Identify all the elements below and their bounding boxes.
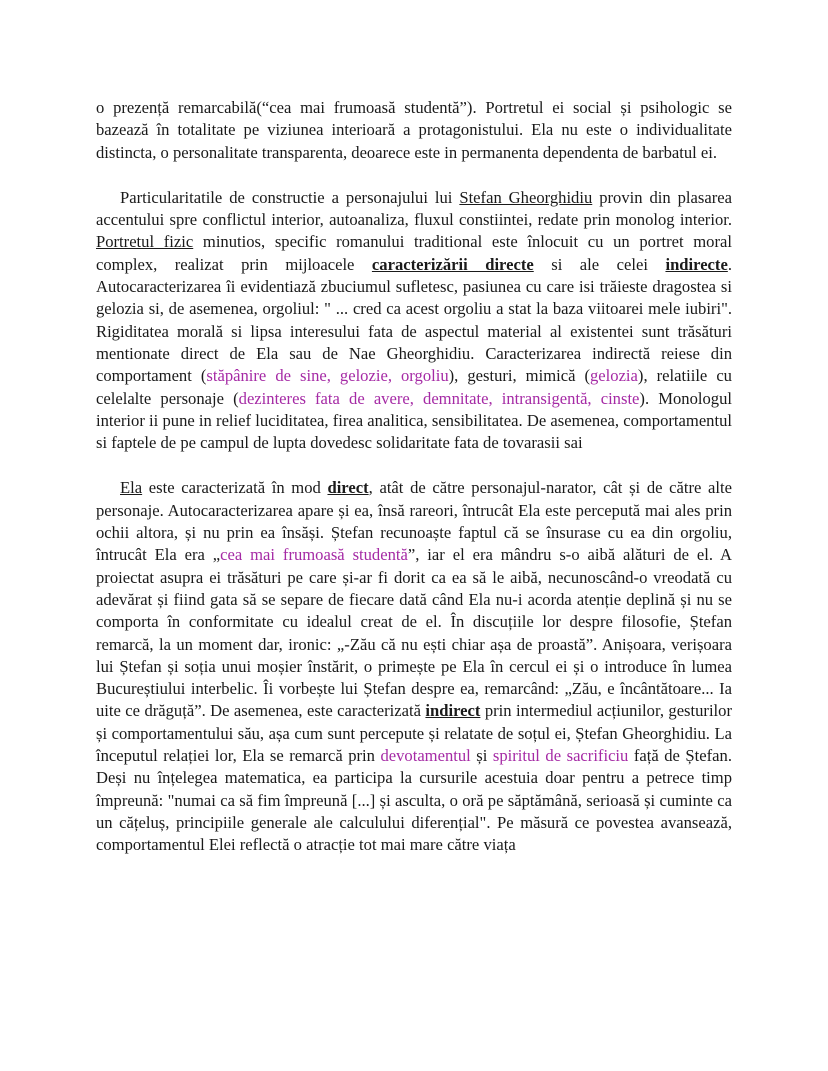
- text-segment: și: [470, 746, 493, 766]
- bold-underlined-term: direct: [327, 478, 369, 498]
- paragraph-ela-characterization: [96, 477, 732, 856]
- text-segment: . Autocaracterizarea îi evidentiază zbuciumul sufletesc, pasiunea cu care isi trăieste dragostea si gelozia si, de asemenea, orgoliul: " ... cred ca acest orgoliu a stat la baza viitoarei mele iubiri". Rigiditatea morală si lipsa interesului fata de aspectul material al existentei sunt trăsături mentionate direct de Ela sau de Nae Gheorghidiu. Caracterizarea indirectă reiese din comportament (: [96, 254, 732, 386]
- text-segment: ”, iar el era mândru s-o aibă alături de el. A proiectat asupra ei trăsături pe care și-ar fi dorit ca ea să le aibă, necunoscând-o vreodată cu adevărat și fiind gata să se separe de fiecare dată când Ela nu-i acorda atenție deplină și nu se comporta în conformitate cu idealul creat de el. În discuțiile lor despre filosofie, Ștefan remarcă, la un moment dar, ironic: „-Zău că nu ești chiar așa de proastă”. Anișoara, verișoara lui Ștefan și soția unui moșier înstărit, o primește pe Ela în cercul ei și o introduce în lumea Bucureștiului interbelic. Îi vorbește lui Ștefan despre ea, remarcând: „Zău, e încântătoare... Ia uite ce drăguță”. De asemenea, este caracterizată: [96, 545, 733, 721]
- bold-underlined-term: indirect: [425, 701, 481, 721]
- highlighted-phrase: spiritul de sacrificiu: [492, 746, 629, 766]
- paragraph-gap: [96, 454, 732, 477]
- text-segment: este caracterizată în mod: [142, 478, 328, 498]
- underlined-term: Portretul fizic: [96, 232, 194, 252]
- text-segment: ). Monologul interior ii pune in relief luciditatea, firea analitica, sensibilitatea. De asemenea, comportamentul si faptele de pe campul de lupta dovedesc solidaritate fata de tovarasii sai: [96, 388, 732, 453]
- bold-underlined-term: indirecte: [665, 254, 728, 274]
- underlined-term: Stefan Gheorghidiu: [459, 187, 593, 207]
- text-segment: ), relatiile cu celelalte personaje (: [96, 366, 732, 408]
- highlighted-phrase: cea mai frumoasă studentă: [220, 545, 408, 565]
- highlighted-phrase: stăpânire de sine, gelozie, orgoliu: [206, 366, 449, 386]
- underlined-term: Ela: [120, 478, 143, 498]
- text-segment: o prezență remarcabilă(“cea mai frumoasă studentă”). Portretul ei social și psihologic se bazează în totalitate pe viziunea interioară a protagonistului. Ela nu este o individualitate distincta, o personalitate transparenta, deoarece este in permanenta dependenta de barbatul ei.: [96, 98, 732, 162]
- highlighted-phrase: dezinteres fata de avere, demnitate, intransigentă, cinste: [238, 388, 640, 408]
- text-segment: minutios, specific romanului traditional este înlocuit cu un portret moral complex, realizat prin mijloacele: [96, 232, 732, 274]
- paragraph-gap: [96, 164, 732, 187]
- text-segment: ), gesturi, mimică (: [448, 366, 590, 386]
- paragraph-ela-intro: [96, 97, 732, 164]
- paragraph-stefan-gheorghidiu: [96, 187, 732, 455]
- text-segment: Particularitatile de constructie a personajului lui: [120, 187, 460, 207]
- text-segment: , atât de către personajul-narator, cât și de către alte personaje. Autocaracterizarea apare și ea, însă rareori, întrucât Ela este percepută mai ales prin ochii altora, și nu prin ea însăși. Ștefan recunoaște faptul că se însurase cu ea din orgoliu, întrucât Ela era „: [96, 478, 732, 565]
- text-segment: prin intermediul acțiunilor, gesturilor și comportamentului său, așa cum sunt percepute și relatate de soțul ei, Ștefan Gheorghidiu. La începutul relației lor, Ela se remarcă prin: [96, 701, 732, 766]
- text-segment: provin din plasarea accentului spre conflictul interior, autoanaliza, fluxul constiintei, redate prin monolog interior.: [96, 187, 732, 230]
- document-page: [96, 97, 732, 857]
- text-segment: si ale celei: [533, 254, 666, 274]
- bold-underlined-term: caracterizării directe: [371, 254, 534, 274]
- text-segment: față de Ștefan. Deși nu înțelegea matematica, ea participa la cursurile acestuia doar pentru a petrece timp împreună: "numai ca să fim împreună [...] și asculta, o oră pe săptămână, serioasă și cuminte ca un cățeluș, principiile generale ale calculului diferențial". Pe măsură ce povestea avansează, comportamentul Elei reflectă o atracție tot mai mare către viața: [96, 746, 732, 855]
- highlighted-phrase: devotamentul: [380, 746, 471, 766]
- highlighted-phrase: gelozia: [590, 366, 638, 386]
